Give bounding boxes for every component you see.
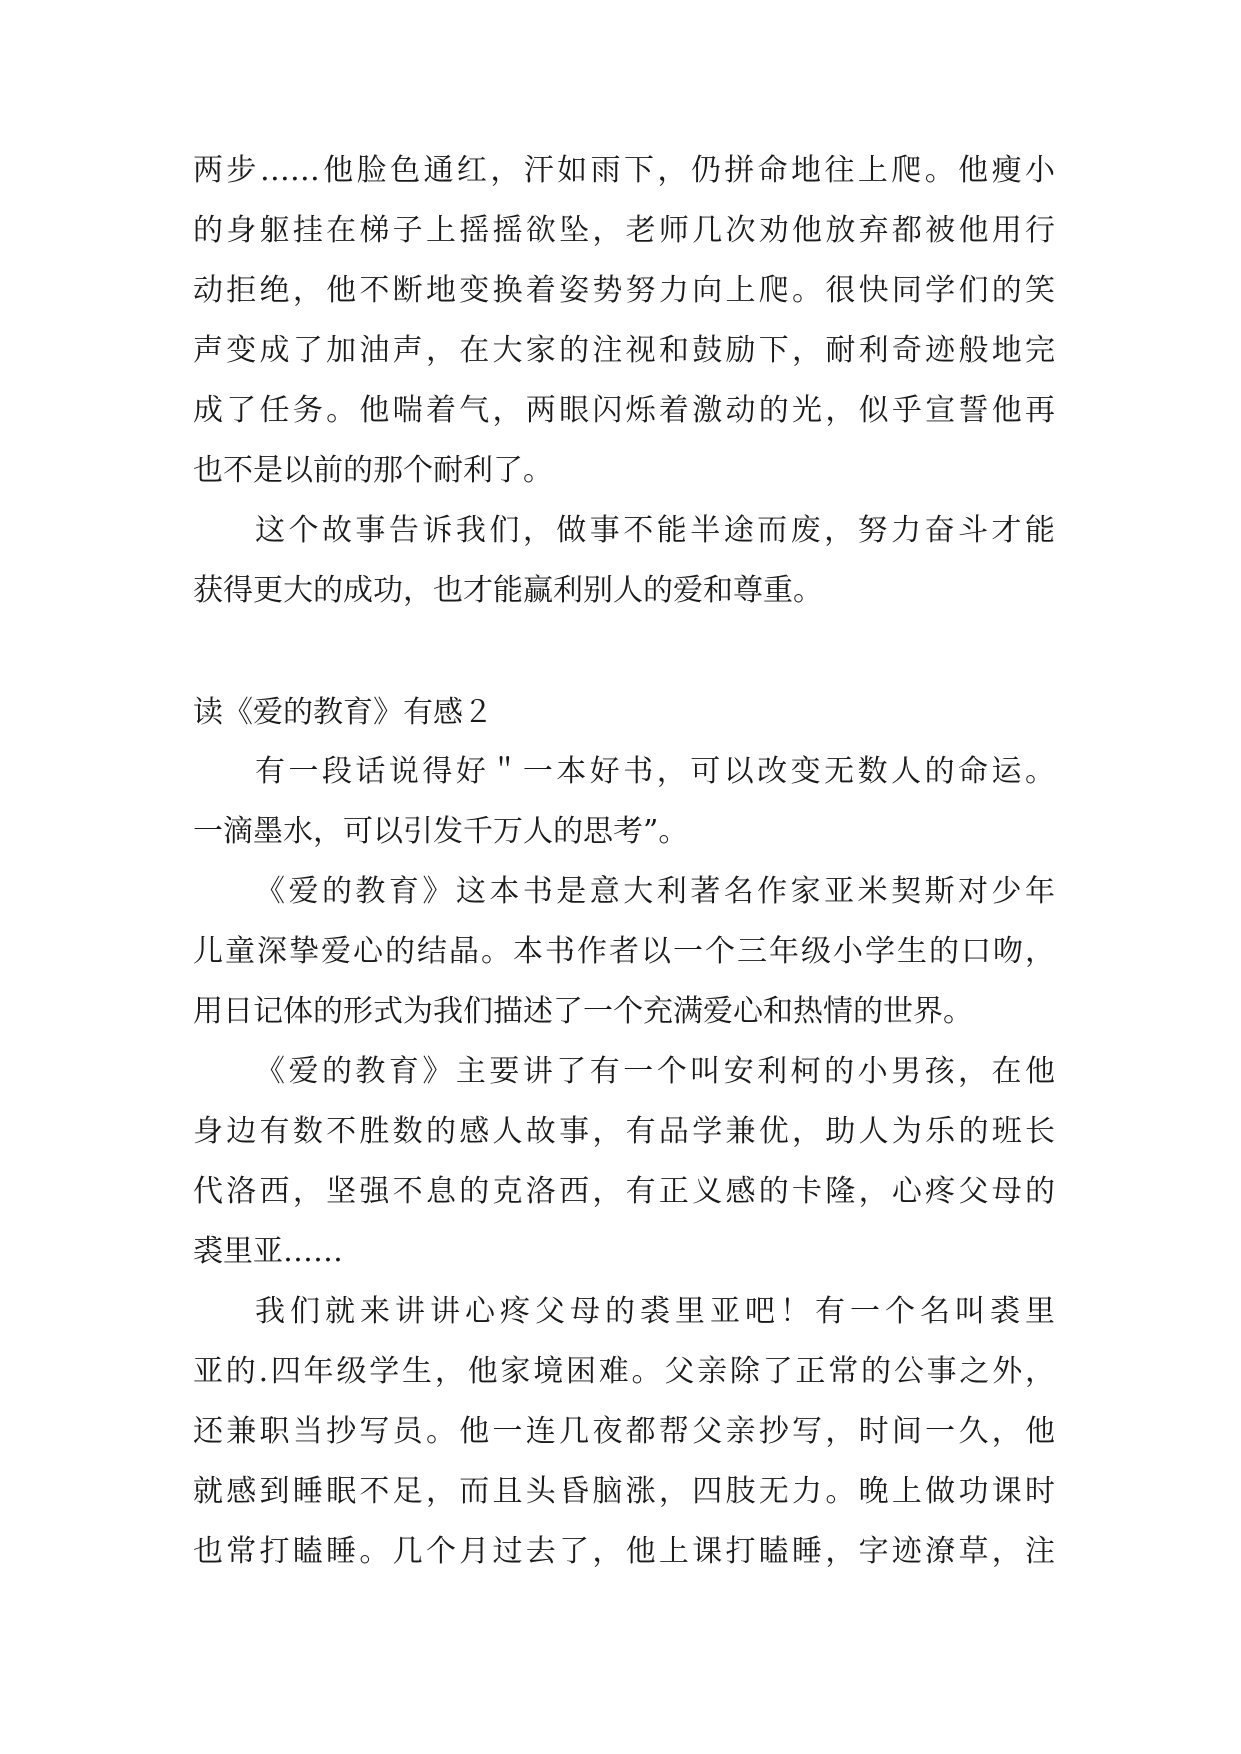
paragraph-line: 获得更大的成功，也才能赢利别人的爱和尊重。 — [193, 573, 823, 608]
section-title: 读《爱的教育》有感２ — [193, 695, 493, 730]
paragraph-line: 也不是以前的那个耐利了。 — [193, 453, 553, 488]
paragraph-line: 用日记体的形式为我们描述了一个充满爱心和热情的世界。 — [193, 994, 973, 1029]
paragraph-line: 一滴墨水，可以引发千万人的思考”。 — [193, 814, 689, 849]
paragraph-line: 动拒绝，他不断地变换着姿势努力向上爬。很快同学们的笑 — [193, 273, 1055, 308]
paragraph-line: 两步……他脸色通红，汗如雨下，仍拼命地往上爬。他瘦小 — [193, 153, 1055, 188]
section-title-block — [193, 683, 1055, 743]
paragraph-line: 亚的.四年级学生，他家境困难。父亲除了正常的公事之外， — [193, 1354, 1055, 1389]
paragraph-line: 也常打瞌睡。几个月过去了，他上课打瞌睡，字迹潦草，注 — [193, 1534, 1055, 1569]
paragraph-line: 还兼职当抄写员。他一连几夜都帮父亲抄写，时间一久，他 — [193, 1414, 1055, 1449]
julia-paragraph — [193, 1282, 1055, 1582]
paragraph-line: 声变成了加油声，在大家的注视和鼓励下，耐利奇迹般地完 — [193, 333, 1055, 368]
book-paragraph — [193, 862, 1055, 1042]
intro-paragraph — [193, 742, 1055, 862]
paragraph-line: 就感到睡眠不足，而且头昏脑涨，四肢无力。晚上做功课时 — [193, 1474, 1055, 1509]
paragraph-line: 代洛西，坚强不息的克洛西，有正义感的卡隆，心疼父母的 — [193, 1174, 1055, 1209]
paragraph-line: 这个故事告诉我们，做事不能半途而废，努力奋斗才能 — [255, 513, 1055, 548]
paragraph-line: 《爱的教育》主要讲了有一个叫安利柯的小男孩，在他 — [255, 1054, 1055, 1089]
paragraph-line: 的身躯挂在梯子上摇摇欲坠，老师几次劝他放弃都被他用行 — [193, 213, 1055, 248]
paragraph-line: 我们就来讲讲心疼父母的裘里亚吧！有一个名叫裘里 — [255, 1294, 1055, 1329]
characters-paragraph — [193, 1042, 1055, 1282]
paragraph-line: 裘里亚…… — [193, 1234, 343, 1269]
paragraph-line: 身边有数不胜数的感人故事，有品学兼优，助人为乐的班长 — [193, 1114, 1055, 1149]
paragraph-line: 《爱的教育》这本书是意大利著名作家亚米契斯对少年 — [255, 874, 1055, 909]
paragraph-line: 儿童深挚爱心的结晶。本书作者以一个三年级小学生的口吻， — [193, 934, 1055, 969]
continuation-paragraph — [193, 141, 1055, 501]
paragraph-line: 成了任务。他喘着气，两眼闪烁着激动的光，似乎宣誓他再 — [193, 393, 1055, 428]
conclusion-paragraph — [193, 501, 1055, 621]
paragraph-line: 有一段话说得好＂一本好书，可以改变无数人的命运。 — [255, 754, 1055, 789]
